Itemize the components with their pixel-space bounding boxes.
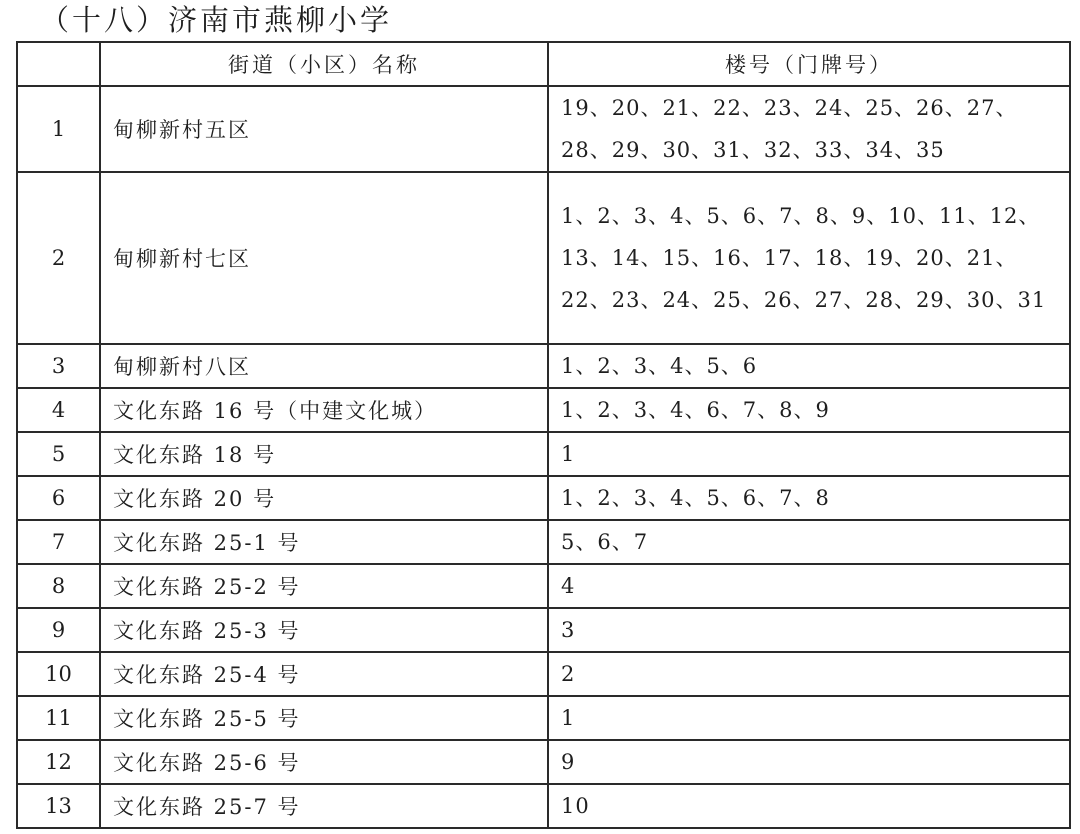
table-row [17,564,1070,608]
row-street-name: 文化东路 25-4 号 [100,652,548,696]
row-street-name: 文化东路 25-5 号 [100,696,548,740]
table-row [17,388,1070,432]
row-building-numbers: 10 [548,784,1070,828]
table-row [17,740,1070,784]
row-street-name: 甸柳新村七区 [100,172,548,344]
document-title: （十八）济南市燕柳小学 [40,3,393,37]
table-row [17,784,1070,828]
table-row [17,344,1070,388]
row-street-name: 甸柳新村八区 [100,344,548,388]
row-index: 2 [17,172,100,344]
table-row [17,696,1070,740]
row-index: 11 [17,696,100,740]
row-building-numbers: 9 [548,740,1070,784]
row-index: 9 [17,608,100,652]
row-building-numbers: 1、2、3、4、5、6、7、8 [548,476,1070,520]
row-street-name: 甸柳新村五区 [100,86,548,172]
row-index: 6 [17,476,100,520]
row-building-numbers: 3 [548,608,1070,652]
row-street-name: 文化东路 18 号 [100,432,548,476]
row-street-name: 文化东路 20 号 [100,476,548,520]
row-building-numbers: 1、2、3、4、6、7、8、9 [548,388,1070,432]
row-building-numbers: 19、20、21、22、23、24、25、26、27、28、29、30、31、32、33、34、35 [548,86,1070,172]
table-row [17,86,1070,172]
row-index: 4 [17,388,100,432]
table-row [17,432,1070,476]
row-index: 8 [17,564,100,608]
table-row [17,172,1070,344]
table-row [17,608,1070,652]
row-street-name: 文化东路 25-2 号 [100,564,548,608]
row-building-numbers: 1、2、3、4、5、6 [548,344,1070,388]
table-row [17,476,1070,520]
row-building-numbers: 1、2、3、4、5、6、7、8、9、10、11、12、13、14、15、16、17、18、19、20、21、22、23、24、25、26、27、28、29、30、31 [548,172,1070,344]
row-street-name: 文化东路 25-1 号 [100,520,548,564]
row-index: 1 [17,86,100,172]
row-index: 10 [17,652,100,696]
row-building-numbers: 1 [548,696,1070,740]
row-street-name: 文化东路 25-6 号 [100,740,548,784]
row-street-name: 文化东路 25-7 号 [100,784,548,828]
row-building-numbers: 1 [548,432,1070,476]
row-street-name: 文化东路 16 号（中建文化城） [100,388,548,432]
table-row [17,520,1070,564]
table-row [17,652,1070,696]
row-index: 3 [17,344,100,388]
header-street-name: 街道（小区）名称 [100,42,548,86]
row-index: 12 [17,740,100,784]
row-index: 7 [17,520,100,564]
row-index: 5 [17,432,100,476]
row-index: 13 [17,784,100,828]
district-table [16,41,1071,829]
row-street-name: 文化东路 25-3 号 [100,608,548,652]
row-building-numbers: 2 [548,652,1070,696]
header-row [17,42,1070,86]
header-building-numbers: 楼号（门牌号） [548,42,1070,86]
row-building-numbers: 5、6、7 [548,520,1070,564]
row-building-numbers: 4 [548,564,1070,608]
header-index [17,42,100,86]
